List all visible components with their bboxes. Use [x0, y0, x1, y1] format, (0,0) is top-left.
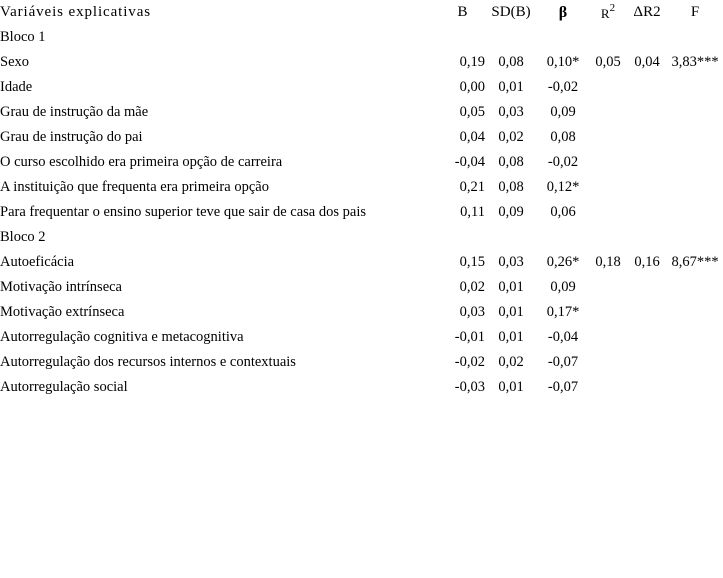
cell-f	[667, 150, 723, 175]
cell-b: 0,21	[459, 179, 485, 195]
cell-f	[667, 100, 723, 125]
table-body	[0, 25, 723, 400]
cell-beta: 0,17*	[546, 304, 580, 320]
header-row	[0, 0, 723, 25]
cell-variable: Motivação intrínseca	[0, 279, 122, 295]
cell-delta-r2	[627, 325, 667, 350]
beta-symbol: β	[558, 3, 568, 21]
cell-b: 0,19	[459, 54, 485, 70]
cell-delta-r2	[627, 300, 667, 325]
cell-delta-r2	[627, 375, 667, 400]
table-row	[0, 100, 723, 125]
column-header-sdb: SD(B)	[491, 4, 531, 20]
table-row	[0, 75, 723, 100]
cell-b: 0,05	[459, 104, 485, 120]
cell-delta-r2	[627, 25, 667, 50]
cell-sdb	[485, 25, 537, 50]
cell-beta: 0,08	[550, 129, 576, 145]
cell-delta-r2	[627, 125, 667, 150]
cell-sdb: 0,08	[498, 54, 524, 70]
cell-beta: 0,06	[550, 204, 576, 220]
cell-beta	[537, 225, 589, 250]
cell-sdb	[485, 225, 537, 250]
cell-f	[667, 125, 723, 150]
cell-b	[440, 225, 485, 250]
cell-r-squared	[589, 325, 627, 350]
cell-r-squared	[589, 350, 627, 375]
cell-sdb: 0,01	[498, 379, 524, 395]
cell-delta-r2	[627, 150, 667, 175]
cell-beta: 0,09	[550, 279, 576, 295]
cell-r-squared	[589, 275, 627, 300]
cell-delta-r2	[627, 175, 667, 200]
cell-delta-r2: 0,04	[634, 54, 660, 70]
table-row	[0, 175, 723, 200]
cell-b: -0,01	[454, 329, 485, 345]
cell-r-squared	[589, 200, 627, 225]
cell-sdb: 0,08	[498, 154, 524, 170]
cell-variable: Para frequentar o ensino superior teve que sair de casa dos pais	[0, 204, 366, 220]
cell-sdb: 0,02	[498, 354, 524, 370]
cell-f	[667, 275, 723, 300]
cell-f: 8,67***	[671, 254, 719, 270]
cell-beta: -0,02	[547, 79, 579, 95]
cell-delta-r2	[627, 200, 667, 225]
cell-sdb: 0,01	[498, 329, 524, 345]
cell-f	[667, 25, 723, 50]
cell-sdb: 0,03	[498, 254, 524, 270]
cell-variable: Idade	[0, 79, 33, 95]
cell-beta: 0,26*	[546, 254, 580, 270]
cell-delta-r2	[627, 75, 667, 100]
table-row	[0, 350, 723, 375]
r-squared-exponent: 2	[609, 2, 616, 14]
cell-b: -0,02	[454, 354, 485, 370]
column-header-beta	[537, 0, 589, 25]
cell-b: 0,02	[459, 279, 485, 295]
table-row	[0, 225, 723, 250]
cell-variable: Bloco 2	[0, 229, 46, 245]
cell-variable: Grau de instrução do pai	[0, 129, 143, 145]
r-squared-base: R	[600, 6, 610, 21]
cell-beta: 0,09	[550, 104, 576, 120]
table-row	[0, 50, 723, 75]
cell-b: -0,04	[454, 154, 485, 170]
cell-b: 0,04	[459, 129, 485, 145]
cell-delta-r2	[627, 100, 667, 125]
cell-b: -0,03	[454, 379, 485, 395]
cell-sdb: 0,03	[498, 104, 524, 120]
cell-variable: Autorregulação cognitiva e metacognitiva	[0, 329, 244, 345]
cell-variable: Autoeficácia	[0, 254, 75, 270]
cell-delta-r2: 0,16	[634, 254, 660, 270]
cell-f	[667, 300, 723, 325]
cell-sdb: 0,02	[498, 129, 524, 145]
cell-r-squared	[589, 175, 627, 200]
cell-sdb: 0,09	[498, 204, 524, 220]
cell-f	[667, 325, 723, 350]
cell-r-squared: 0,05	[595, 54, 621, 70]
cell-f: 3,83***	[671, 54, 719, 70]
cell-variable: Autorregulação social	[0, 379, 128, 395]
column-header-r-squared	[589, 0, 627, 25]
cell-sdb: 0,01	[498, 304, 524, 320]
cell-beta: -0,04	[547, 329, 579, 345]
cell-beta: -0,02	[547, 154, 579, 170]
cell-r-squared	[589, 25, 627, 50]
cell-variable: Motivação extrínseca	[0, 304, 125, 320]
cell-b: 0,15	[459, 254, 485, 270]
cell-r-squared	[589, 125, 627, 150]
r-squared-symbol	[601, 4, 615, 21]
column-header-f: F	[690, 4, 700, 20]
cell-r-squared	[589, 75, 627, 100]
cell-beta: 0,12*	[546, 179, 580, 195]
cell-r-squared	[589, 150, 627, 175]
cell-r-squared	[589, 375, 627, 400]
column-header-variable: Variáveis explicativas	[0, 4, 151, 20]
cell-b	[440, 25, 485, 50]
cell-variable: Bloco 1	[0, 29, 46, 45]
cell-b: 0,03	[459, 304, 485, 320]
cell-sdb: 0,08	[498, 179, 524, 195]
cell-f	[667, 175, 723, 200]
cell-variable: A instituição que frequenta era primeira opção	[0, 179, 269, 195]
cell-beta: 0,10*	[546, 54, 580, 70]
cell-f	[667, 225, 723, 250]
table-row	[0, 125, 723, 150]
cell-delta-r2	[627, 225, 667, 250]
cell-f	[667, 350, 723, 375]
table-row	[0, 150, 723, 175]
cell-r-squared	[589, 100, 627, 125]
table-row	[0, 300, 723, 325]
table-row	[0, 250, 723, 275]
table-row	[0, 275, 723, 300]
cell-delta-r2	[627, 350, 667, 375]
cell-delta-r2	[627, 275, 667, 300]
cell-variable: Sexo	[0, 54, 29, 70]
cell-f	[667, 200, 723, 225]
column-header-delta-r2: ΔR2	[633, 4, 661, 20]
cell-variable: O curso escolhido era primeira opção de carreira	[0, 154, 283, 170]
cell-r-squared	[589, 300, 627, 325]
table-header	[0, 0, 723, 25]
cell-sdb: 0,01	[498, 279, 524, 295]
table-row	[0, 375, 723, 400]
table-row	[0, 200, 723, 225]
page-whitespace	[0, 400, 723, 573]
table-row	[0, 25, 723, 50]
cell-b: 0,00	[459, 79, 485, 95]
cell-variable: Autorregulação dos recursos internos e contextuais	[0, 354, 296, 370]
cell-f	[667, 75, 723, 100]
column-header-b: B	[457, 4, 468, 20]
cell-beta: -0,07	[547, 379, 579, 395]
cell-sdb: 0,01	[498, 79, 524, 95]
cell-b: 0,11	[460, 204, 485, 220]
table-row	[0, 325, 723, 350]
cell-f	[667, 375, 723, 400]
cell-variable: Grau de instrução da mãe	[0, 104, 149, 120]
cell-beta: -0,07	[547, 354, 579, 370]
cell-r-squared	[589, 225, 627, 250]
cell-r-squared: 0,18	[595, 254, 621, 270]
cell-beta	[537, 25, 589, 50]
